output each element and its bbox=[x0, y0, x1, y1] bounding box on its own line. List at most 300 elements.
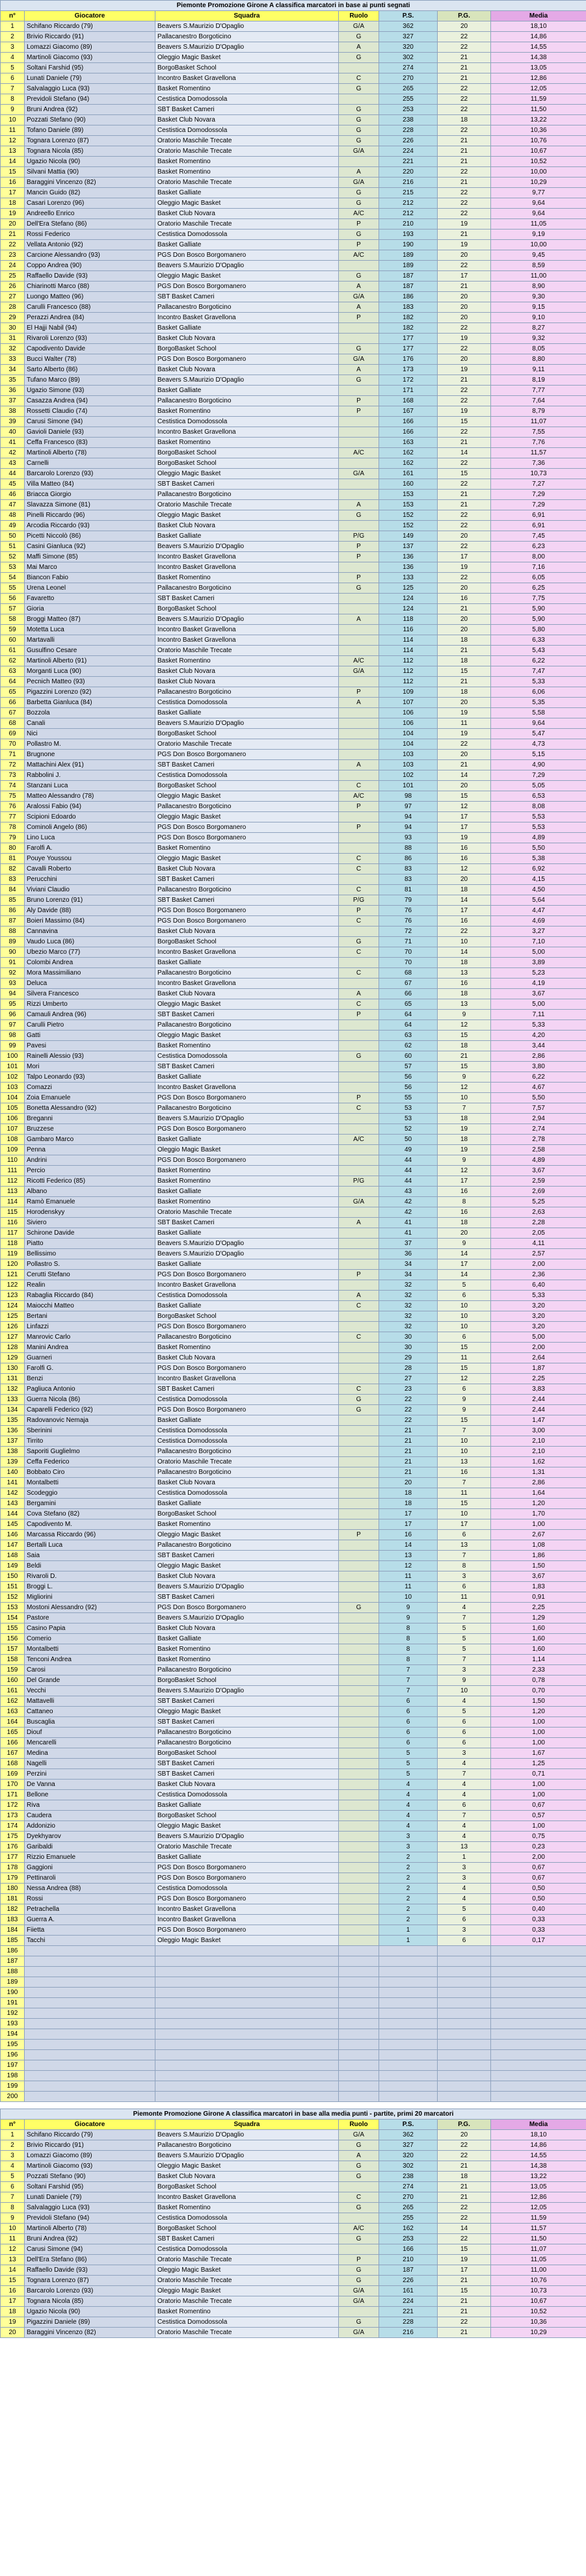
team-cell: PGS Don Bosco Borgomanero bbox=[155, 1270, 339, 1280]
rank-cell: 15 bbox=[1, 2276, 25, 2286]
average-cell: 2,74 bbox=[491, 1124, 586, 1135]
table-row bbox=[1, 885, 586, 895]
average-cell: 2,33 bbox=[491, 1665, 586, 1676]
table-row bbox=[1, 625, 586, 635]
role-cell bbox=[339, 1676, 379, 1686]
player-cell: Carusi Simone (94) bbox=[25, 417, 155, 427]
average-cell: 0,23 bbox=[491, 1842, 586, 1852]
table-row bbox=[1, 1187, 586, 1197]
games-cell: 7 bbox=[438, 1613, 491, 1623]
table-row bbox=[1, 2008, 586, 2019]
rank-cell: 28 bbox=[1, 302, 25, 313]
rank-cell: 194 bbox=[1, 2029, 25, 2040]
role-cell bbox=[339, 1707, 379, 1717]
role-cell: G bbox=[339, 125, 379, 136]
average-cell: 1,70 bbox=[491, 1509, 586, 1519]
table-row bbox=[1, 2092, 586, 2102]
average-cell: 5,23 bbox=[491, 968, 586, 979]
points-cell: 182 bbox=[379, 323, 438, 334]
team-cell: Oleggio Magic Basket bbox=[155, 1530, 339, 1540]
average-cell: 9,64 bbox=[491, 198, 586, 209]
team-cell bbox=[155, 2092, 339, 2102]
table-row bbox=[1, 510, 586, 521]
role-cell bbox=[339, 1072, 379, 1083]
role-cell bbox=[339, 1696, 379, 1707]
table-row bbox=[1, 136, 586, 146]
rank-cell: 115 bbox=[1, 1207, 25, 1218]
rank-cell: 20 bbox=[1, 2328, 25, 2338]
rank-cell: 153 bbox=[1, 1603, 25, 1613]
rank-cell: 22 bbox=[1, 240, 25, 250]
player-cell: Nessa Andrea (88) bbox=[25, 1884, 155, 1894]
team-cell: SBT Basket Cameri bbox=[155, 479, 339, 490]
team-cell: Basket Club Novara bbox=[155, 989, 339, 999]
rank-cell: 182 bbox=[1, 1904, 25, 1915]
rank-cell: 129 bbox=[1, 1353, 25, 1363]
role-cell: C bbox=[339, 1301, 379, 1311]
team-cell bbox=[155, 2060, 339, 2071]
player-cell: Casino Papia bbox=[25, 1623, 155, 1634]
table-title-row bbox=[1, 2109, 586, 2120]
rank-cell: 65 bbox=[1, 687, 25, 698]
points-cell: 6 bbox=[379, 1717, 438, 1728]
role-cell bbox=[339, 1623, 379, 1634]
player-cell: Scodeggio bbox=[25, 1488, 155, 1499]
average-cell: 7,29 bbox=[491, 770, 586, 781]
table-row bbox=[1, 344, 586, 354]
team-cell: Basket Romentino bbox=[155, 157, 339, 167]
points-cell bbox=[379, 1946, 438, 1956]
team-cell: BorgoBasket School bbox=[155, 458, 339, 469]
table-row bbox=[1, 1821, 586, 1832]
average-cell: 5,35 bbox=[491, 698, 586, 708]
table-row bbox=[1, 188, 586, 198]
player-cell: Rivaroli Lorenzo (93) bbox=[25, 334, 155, 344]
team-cell: Basket Romentino bbox=[155, 2203, 339, 2213]
table-row bbox=[1, 32, 586, 42]
points-cell: 177 bbox=[379, 344, 438, 354]
team-cell: Incontro Basket Gravellona bbox=[155, 73, 339, 84]
role-cell bbox=[339, 458, 379, 469]
points-cell: 161 bbox=[379, 469, 438, 479]
average-cell: 8,90 bbox=[491, 282, 586, 292]
games-cell: 22 bbox=[438, 458, 491, 469]
rank-cell: 16 bbox=[1, 177, 25, 188]
player-cell: Saia bbox=[25, 1551, 155, 1561]
games-cell: 22 bbox=[438, 386, 491, 396]
player-cell: Carulli Francesco (88) bbox=[25, 302, 155, 313]
table-row bbox=[1, 261, 586, 271]
points-cell: 1 bbox=[379, 1925, 438, 1936]
team-cell bbox=[155, 2008, 339, 2019]
player-cell: Rossetti Claudio (74) bbox=[25, 406, 155, 417]
points-cell: 102 bbox=[379, 770, 438, 781]
team-cell: PGS Don Bosco Borgomanero bbox=[155, 1093, 339, 1103]
player-cell: Lino Luca bbox=[25, 833, 155, 843]
team-cell bbox=[155, 2050, 339, 2060]
average-cell: 6,91 bbox=[491, 510, 586, 521]
rank-cell: 177 bbox=[1, 1852, 25, 1863]
table-row bbox=[1, 2060, 586, 2071]
points-cell: 53 bbox=[379, 1103, 438, 1114]
rank-cell: 104 bbox=[1, 1093, 25, 1103]
average-cell: 5,33 bbox=[491, 1291, 586, 1301]
points-cell: 106 bbox=[379, 718, 438, 729]
games-cell: 18 bbox=[438, 2172, 491, 2182]
table-row bbox=[1, 1270, 586, 1280]
player-cell: Casini Gianluca (92) bbox=[25, 542, 155, 552]
points-cell: 104 bbox=[379, 729, 438, 739]
points-cell: 32 bbox=[379, 1280, 438, 1291]
table-row bbox=[1, 240, 586, 250]
table-row bbox=[1, 1395, 586, 1405]
points-cell: 5 bbox=[379, 1769, 438, 1780]
table-row bbox=[1, 157, 586, 167]
rank-cell: 56 bbox=[1, 594, 25, 604]
rank-cell: 175 bbox=[1, 1832, 25, 1842]
games-cell: 22 bbox=[438, 261, 491, 271]
rank-cell: 128 bbox=[1, 1343, 25, 1353]
rank-cell: 148 bbox=[1, 1551, 25, 1561]
rank-cell: 60 bbox=[1, 635, 25, 646]
games-cell: 18 bbox=[438, 1218, 491, 1228]
points-cell: 37 bbox=[379, 1239, 438, 1249]
table-row bbox=[1, 2213, 586, 2224]
games-cell: 22 bbox=[438, 521, 491, 531]
average-cell: 7,27 bbox=[491, 479, 586, 490]
points-cell: 18 bbox=[379, 1499, 438, 1509]
average-cell: 2,25 bbox=[491, 1603, 586, 1613]
player-cell: Cattaneo bbox=[25, 1707, 155, 1717]
games-cell: 14 bbox=[438, 1270, 491, 1280]
role-cell bbox=[339, 1020, 379, 1031]
games-cell: 17 bbox=[438, 1259, 491, 1270]
average-cell: 4,89 bbox=[491, 833, 586, 843]
games-cell: 22 bbox=[438, 2213, 491, 2224]
average-cell: 12,86 bbox=[491, 73, 586, 84]
table-row bbox=[1, 2130, 586, 2140]
points-cell: 182 bbox=[379, 313, 438, 323]
role-cell bbox=[339, 1540, 379, 1551]
games-cell: 20 bbox=[438, 614, 491, 625]
games-cell: 20 bbox=[438, 250, 491, 261]
player-cell: Guerra Nicola (86) bbox=[25, 1395, 155, 1405]
team-cell: Basket Club Novara bbox=[155, 1780, 339, 1790]
role-cell bbox=[339, 843, 379, 854]
table-row bbox=[1, 146, 586, 157]
average-cell: 2,94 bbox=[491, 1114, 586, 1124]
points-cell: 161 bbox=[379, 2286, 438, 2296]
points-cell: 2 bbox=[379, 1894, 438, 1904]
team-cell bbox=[155, 2081, 339, 2092]
player-cell: Vellata Antonio (92) bbox=[25, 240, 155, 250]
role-cell: G bbox=[339, 344, 379, 354]
player-cell: Colombi Andrea bbox=[25, 958, 155, 968]
team-cell: Basket Romentino bbox=[155, 1166, 339, 1176]
games-cell: 20 bbox=[438, 781, 491, 791]
player-cell: Mori bbox=[25, 1062, 155, 1072]
player-cell: Cannavina bbox=[25, 927, 155, 937]
role-cell bbox=[339, 1873, 379, 1884]
points-cell: 44 bbox=[379, 1176, 438, 1187]
average-cell: 8,80 bbox=[491, 354, 586, 365]
table-row bbox=[1, 958, 586, 968]
games-cell: 12 bbox=[438, 1083, 491, 1093]
table-row bbox=[1, 833, 586, 843]
games-cell: 5 bbox=[438, 1634, 491, 1644]
table-row bbox=[1, 125, 586, 136]
role-cell bbox=[339, 1717, 379, 1728]
table-row bbox=[1, 2234, 586, 2244]
role-cell: G bbox=[339, 2265, 379, 2276]
player-cell: Broggi Matteo (87) bbox=[25, 614, 155, 625]
rank-cell: 9 bbox=[1, 105, 25, 115]
points-cell: 43 bbox=[379, 1187, 438, 1197]
games-cell: 7 bbox=[438, 1769, 491, 1780]
player-cell: Mostoni Alessandro (92) bbox=[25, 1603, 155, 1613]
points-cell: 274 bbox=[379, 2182, 438, 2192]
role-cell bbox=[339, 646, 379, 656]
points-cell: 9 bbox=[379, 1603, 438, 1613]
average-cell: 14,86 bbox=[491, 2140, 586, 2151]
games-cell: 4 bbox=[438, 1780, 491, 1790]
points-cell: 10 bbox=[379, 1592, 438, 1603]
rank-cell: 144 bbox=[1, 1509, 25, 1519]
points-cell: 8 bbox=[379, 1623, 438, 1634]
player-cell: Perucchini bbox=[25, 874, 155, 885]
player-cell: Deluca bbox=[25, 979, 155, 989]
table-row bbox=[1, 989, 586, 999]
rank-cell: 125 bbox=[1, 1311, 25, 1322]
team-cell: Basket Romentino bbox=[155, 1176, 339, 1187]
rank-cell: 93 bbox=[1, 979, 25, 989]
player-cell: Mattavelli bbox=[25, 1696, 155, 1707]
player-cell: Cominoli Angelo (86) bbox=[25, 822, 155, 833]
table-row bbox=[1, 552, 586, 562]
column-header-games: P.G. bbox=[438, 2120, 491, 2130]
games-cell: 12 bbox=[438, 802, 491, 812]
average-cell: 0,57 bbox=[491, 1811, 586, 1821]
team-cell: Basket Galliate bbox=[155, 1499, 339, 1509]
player-cell: Mancin Guido (82) bbox=[25, 188, 155, 198]
average-cell: 1,64 bbox=[491, 1488, 586, 1499]
games-cell: 15 bbox=[438, 1499, 491, 1509]
role-cell bbox=[339, 1946, 379, 1956]
role-cell: C bbox=[339, 854, 379, 864]
team-cell: PGS Don Bosco Borgomanero bbox=[155, 1363, 339, 1374]
table-row bbox=[1, 708, 586, 718]
games-cell: 21 bbox=[438, 2192, 491, 2203]
points-cell: 53 bbox=[379, 1114, 438, 1124]
points-cell: 302 bbox=[379, 2161, 438, 2172]
games-cell: 21 bbox=[438, 2307, 491, 2317]
table-row bbox=[1, 73, 586, 84]
points-cell: 238 bbox=[379, 2172, 438, 2182]
team-cell: PGS Don Bosco Borgomanero bbox=[155, 1863, 339, 1873]
player-cell: Pastore bbox=[25, 1613, 155, 1623]
player-cell: Schirone Davide bbox=[25, 1228, 155, 1239]
role-cell bbox=[339, 1832, 379, 1842]
table-row bbox=[1, 666, 586, 677]
table-row bbox=[1, 812, 586, 822]
rank-cell: 30 bbox=[1, 323, 25, 334]
games-cell: 18 bbox=[438, 687, 491, 698]
player-cell: Carcione Alessandro (93) bbox=[25, 250, 155, 261]
points-cell bbox=[379, 2008, 438, 2019]
average-cell: 13,05 bbox=[491, 63, 586, 73]
average-cell: 11,00 bbox=[491, 2265, 586, 2276]
games-cell: 21 bbox=[438, 2182, 491, 2192]
player-cell: Sarto Alberto (86) bbox=[25, 365, 155, 375]
points-cell: 70 bbox=[379, 958, 438, 968]
player-cell: Radovanovic Nemaja bbox=[25, 1415, 155, 1426]
average-cell: 3,67 bbox=[491, 989, 586, 999]
rank-cell: 172 bbox=[1, 1800, 25, 1811]
points-cell: 16 bbox=[379, 1530, 438, 1540]
games-cell bbox=[438, 1977, 491, 1988]
player-cell: Pinelli Riccardo (96) bbox=[25, 510, 155, 521]
average-cell: 9,19 bbox=[491, 230, 586, 240]
team-cell: PGS Don Bosco Borgomanero bbox=[155, 916, 339, 927]
table-row bbox=[1, 1603, 586, 1613]
player-cell: Siviero bbox=[25, 1218, 155, 1228]
role-cell: G/A bbox=[339, 2296, 379, 2307]
games-cell: 6 bbox=[438, 1332, 491, 1343]
player-cell: Maffi Simone (85) bbox=[25, 552, 155, 562]
rank-cell: 122 bbox=[1, 1280, 25, 1291]
average-cell: 6,40 bbox=[491, 1280, 586, 1291]
average-cell: 9,32 bbox=[491, 334, 586, 344]
points-cell: 216 bbox=[379, 177, 438, 188]
team-cell: SBT Basket Cameri bbox=[155, 1551, 339, 1561]
player-cell: Barcarolo Lorenzo (93) bbox=[25, 469, 155, 479]
rank-cell: 58 bbox=[1, 614, 25, 625]
points-cell: 17 bbox=[379, 1509, 438, 1519]
rank-cell: 191 bbox=[1, 1998, 25, 2008]
average-cell: 10,73 bbox=[491, 2286, 586, 2296]
role-cell: G/A bbox=[339, 177, 379, 188]
points-cell: 68 bbox=[379, 968, 438, 979]
role-cell bbox=[339, 1207, 379, 1218]
rank-cell: 130 bbox=[1, 1363, 25, 1374]
points-cell: 4 bbox=[379, 1800, 438, 1811]
player-cell: Mattachini Alex (91) bbox=[25, 760, 155, 770]
rank-cell: 186 bbox=[1, 1946, 25, 1956]
team-cell: Beavers S.Maurizio D'Opaglio bbox=[155, 1582, 339, 1592]
role-cell: C bbox=[339, 864, 379, 874]
table-row bbox=[1, 1967, 586, 1977]
games-cell: 17 bbox=[438, 552, 491, 562]
rank-cell: 41 bbox=[1, 438, 25, 448]
points-cell: 2 bbox=[379, 1884, 438, 1894]
rank-cell: 131 bbox=[1, 1374, 25, 1384]
average-cell: 0,78 bbox=[491, 1676, 586, 1686]
team-cell: Oleggio Magic Basket bbox=[155, 198, 339, 209]
role-cell bbox=[339, 1145, 379, 1155]
points-cell: 76 bbox=[379, 906, 438, 916]
rank-cell: 21 bbox=[1, 230, 25, 240]
team-cell: Cestistica Domodossola bbox=[155, 1291, 339, 1301]
average-cell: 2,44 bbox=[491, 1395, 586, 1405]
table-row bbox=[1, 594, 586, 604]
player-cell: Bozzola bbox=[25, 708, 155, 718]
role-cell: P/G bbox=[339, 1176, 379, 1187]
points-cell: 21 bbox=[379, 1426, 438, 1436]
player-cell: Biancon Fabio bbox=[25, 573, 155, 583]
player-cell: Martinoli Alberto (78) bbox=[25, 2224, 155, 2234]
games-cell: 10 bbox=[438, 1509, 491, 1519]
games-cell: 13 bbox=[438, 1457, 491, 1467]
points-cell: 162 bbox=[379, 2224, 438, 2234]
player-cell: Rizzio Emanuele bbox=[25, 1852, 155, 1863]
games-cell bbox=[438, 2060, 491, 2071]
team-cell: Oratorio Maschile Trecate bbox=[155, 1207, 339, 1218]
games-cell: 20 bbox=[438, 531, 491, 542]
points-cell: 112 bbox=[379, 666, 438, 677]
team-cell: Oratorio Maschile Trecate bbox=[155, 146, 339, 157]
role-cell: A bbox=[339, 365, 379, 375]
team-cell: Basket Romentino bbox=[155, 573, 339, 583]
average-cell: 2,78 bbox=[491, 1135, 586, 1145]
team-cell bbox=[155, 2029, 339, 2040]
team-cell: Basket Club Novara bbox=[155, 864, 339, 874]
player-cell: Guerra A. bbox=[25, 1915, 155, 1925]
player-cell: Bertalli Luca bbox=[25, 1540, 155, 1551]
points-cell: 4 bbox=[379, 1821, 438, 1832]
points-cell: 226 bbox=[379, 2276, 438, 2286]
role-cell bbox=[339, 1478, 379, 1488]
games-cell: 15 bbox=[438, 1415, 491, 1426]
games-cell: 22 bbox=[438, 105, 491, 115]
rank-cell: 124 bbox=[1, 1301, 25, 1311]
player-cell: Farolfi G. bbox=[25, 1363, 155, 1374]
average-cell: 10,00 bbox=[491, 167, 586, 177]
player-cell: Cerutti Stefano bbox=[25, 1270, 155, 1280]
role-cell bbox=[339, 2029, 379, 2040]
average-cell: 1,00 bbox=[491, 1780, 586, 1790]
table-row bbox=[1, 1863, 586, 1873]
team-cell: Cestistica Domodossola bbox=[155, 1884, 339, 1894]
role-cell bbox=[339, 63, 379, 73]
team-cell: Basket Galliate bbox=[155, 240, 339, 250]
role-cell: P bbox=[339, 1530, 379, 1540]
player-cell: Rivaroli D. bbox=[25, 1571, 155, 1582]
team-cell bbox=[155, 1956, 339, 1967]
rank-cell: 127 bbox=[1, 1332, 25, 1343]
table-row bbox=[1, 2296, 586, 2307]
role-cell bbox=[339, 594, 379, 604]
average-cell: 7,10 bbox=[491, 937, 586, 947]
points-cell bbox=[379, 2040, 438, 2050]
table-row bbox=[1, 2265, 586, 2276]
player-cell: Pagliuca Antonio bbox=[25, 1384, 155, 1395]
points-cell: 11 bbox=[379, 1571, 438, 1582]
team-cell: Pallacanestro Borgoticino bbox=[155, 1738, 339, 1748]
rank-cell: 9 bbox=[1, 2213, 25, 2224]
rank-cell: 174 bbox=[1, 1821, 25, 1832]
player-cell: Vaudo Luca (86) bbox=[25, 937, 155, 947]
games-cell: 16 bbox=[438, 1467, 491, 1478]
role-cell: G/A bbox=[339, 292, 379, 302]
average-cell: 11,59 bbox=[491, 94, 586, 105]
games-cell bbox=[438, 1988, 491, 1998]
table-row bbox=[1, 2151, 586, 2161]
points-cell: 18 bbox=[379, 1488, 438, 1499]
rank-cell: 160 bbox=[1, 1676, 25, 1686]
average-cell: 0,50 bbox=[491, 1894, 586, 1904]
points-cell: 302 bbox=[379, 53, 438, 63]
games-cell: 9 bbox=[438, 1676, 491, 1686]
